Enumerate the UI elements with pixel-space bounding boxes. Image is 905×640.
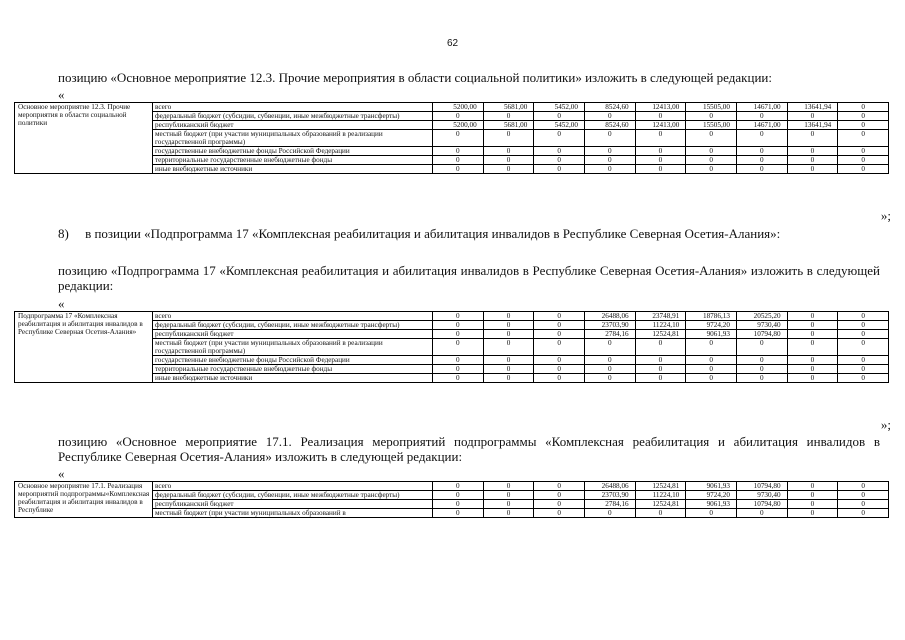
value-cell: 9724,20 xyxy=(686,321,737,330)
value-cell: 0 xyxy=(838,500,889,509)
value-cell: 9730,40 xyxy=(736,321,787,330)
value-cell: 9061,93 xyxy=(686,500,737,509)
value-cell: 15505,00 xyxy=(686,121,737,130)
funding-source-cell: федеральный бюджет (субсидии, субвенции, иные межбюджетные трансферты) xyxy=(153,491,433,500)
funding-source-cell: федеральный бюджет (субсидии, субвенции, иные межбюджетные трансферты) xyxy=(153,321,433,330)
value-cell: 0 xyxy=(433,356,484,365)
table-row xyxy=(15,312,889,321)
value-cell: 0 xyxy=(787,500,838,509)
value-cell: 0 xyxy=(433,147,484,156)
value-cell: 0 xyxy=(584,339,635,356)
value-cell: 0 xyxy=(635,147,686,156)
value-cell: 0 xyxy=(838,121,889,130)
value-cell: 0 xyxy=(534,339,585,356)
value-cell: 0 xyxy=(787,312,838,321)
value-cell: 0 xyxy=(584,365,635,374)
funding-source-cell: местный бюджет (при участии муниципальных образований в xyxy=(153,509,433,518)
value-cell: 0 xyxy=(838,330,889,339)
value-cell: 0 xyxy=(483,312,534,321)
value-cell: 0 xyxy=(584,147,635,156)
value-cell: 0 xyxy=(534,130,585,147)
value-cell: 0 xyxy=(635,112,686,121)
value-cell: 12524,81 xyxy=(635,500,686,509)
budget-table-17-1 xyxy=(14,481,889,518)
value-cell: 0 xyxy=(635,356,686,365)
funding-source-cell: всего xyxy=(153,312,433,321)
value-cell: 23703,90 xyxy=(584,321,635,330)
value-cell: 0 xyxy=(483,156,534,165)
value-cell: 0 xyxy=(534,374,585,383)
value-cell: 0 xyxy=(534,147,585,156)
value-cell: 0 xyxy=(433,321,484,330)
value-cell: 0 xyxy=(838,374,889,383)
value-cell: 0 xyxy=(736,130,787,147)
value-cell: 0 xyxy=(838,356,889,365)
value-cell: 0 xyxy=(787,112,838,121)
value-cell: 0 xyxy=(686,374,737,383)
value-cell: 0 xyxy=(534,330,585,339)
value-cell: 0 xyxy=(584,130,635,147)
measure-name-cell: Основное мероприятие 12.3. Прочие мероприятия в области социальной политики xyxy=(15,103,153,174)
value-cell: 0 xyxy=(787,509,838,518)
measure-name-cell: Основное мероприятие 17.1. Реализация мероприятий подпрограммы«Комплексная реабилитация и абилитация инвалидов в Республике xyxy=(15,482,153,518)
funding-source-cell: республиканский бюджет xyxy=(153,500,433,509)
value-cell: 0 xyxy=(534,500,585,509)
funding-source-cell: всего xyxy=(153,103,433,112)
value-cell: 9730,40 xyxy=(736,491,787,500)
value-cell: 0 xyxy=(483,509,534,518)
value-cell: 11224,10 xyxy=(635,491,686,500)
value-cell: 0 xyxy=(736,339,787,356)
value-cell: 20525,20 xyxy=(736,312,787,321)
value-cell: 13641,94 xyxy=(787,103,838,112)
value-cell: 0 xyxy=(635,156,686,165)
funding-source-cell: республиканский бюджет xyxy=(153,121,433,130)
value-cell: 0 xyxy=(736,156,787,165)
value-cell: 12524,81 xyxy=(635,330,686,339)
value-cell: 0 xyxy=(787,130,838,147)
value-cell: 0 xyxy=(686,356,737,365)
funding-source-cell: иные внебюджетные источники xyxy=(153,165,433,174)
value-cell: 0 xyxy=(433,312,484,321)
funding-source-cell: государственные внебюджетные фонды Российской Федерации xyxy=(153,356,433,365)
value-cell: 14671,00 xyxy=(736,103,787,112)
value-cell: 0 xyxy=(433,482,484,491)
value-cell: 0 xyxy=(736,374,787,383)
value-cell: 0 xyxy=(635,130,686,147)
measure-name-cell: Подпрограмма 17 «Комплексная реабилитация и абилитация инвалидов в Республике Северная Осетия-Алания» xyxy=(15,312,153,383)
value-cell: 0 xyxy=(686,339,737,356)
value-cell: 0 xyxy=(433,165,484,174)
value-cell: 0 xyxy=(433,500,484,509)
value-cell: 0 xyxy=(686,147,737,156)
value-cell: 0 xyxy=(483,321,534,330)
value-cell: 0 xyxy=(584,156,635,165)
value-cell: 0 xyxy=(483,339,534,356)
value-cell: 23748,91 xyxy=(635,312,686,321)
funding-source-cell: иные внебюджетные источники xyxy=(153,374,433,383)
value-cell: 5681,00 xyxy=(483,121,534,130)
value-cell: 0 xyxy=(736,112,787,121)
value-cell: 0 xyxy=(838,365,889,374)
value-cell: 0 xyxy=(534,156,585,165)
value-cell: 0 xyxy=(433,365,484,374)
value-cell: 0 xyxy=(534,165,585,174)
value-cell: 5200,00 xyxy=(433,121,484,130)
value-cell: 0 xyxy=(534,491,585,500)
value-cell: 0 xyxy=(534,356,585,365)
value-cell: 0 xyxy=(584,165,635,174)
value-cell: 0 xyxy=(483,112,534,121)
value-cell: 0 xyxy=(433,509,484,518)
funding-source-cell: федеральный бюджет (субсидии, субвенции, иные межбюджетные трансферты) xyxy=(153,112,433,121)
value-cell: 0 xyxy=(736,165,787,174)
paragraph-3: позицию «Подпрограмма 17 «Комплексная реабилитация и абилитация инвалидов в Республике Северная Осетия-Алания» изложить в следующей редакции: xyxy=(58,263,880,293)
value-cell: 9724,20 xyxy=(686,491,737,500)
value-cell: 0 xyxy=(787,491,838,500)
value-cell: 18786,13 xyxy=(686,312,737,321)
value-cell: 0 xyxy=(635,365,686,374)
funding-source-cell: всего xyxy=(153,482,433,491)
value-cell: 26488,06 xyxy=(584,312,635,321)
value-cell: 0 xyxy=(483,356,534,365)
value-cell: 0 xyxy=(787,147,838,156)
value-cell: 0 xyxy=(635,339,686,356)
value-cell: 0 xyxy=(433,491,484,500)
value-cell: 0 xyxy=(838,165,889,174)
value-cell: 0 xyxy=(736,509,787,518)
value-cell: 0 xyxy=(534,312,585,321)
open-quote-3: « xyxy=(58,466,65,481)
open-quote-1: « xyxy=(58,87,65,102)
value-cell: 10794,80 xyxy=(736,330,787,339)
value-cell: 14671,00 xyxy=(736,121,787,130)
paragraph-4: позицию «Основное мероприятие 17.1. Реализация мероприятий подпрограммы «Комплексная реабилитация и абилитация инвалидов в Республике Северная Осетия-Алания» изложить в следующей редакции: xyxy=(58,434,880,464)
value-cell: 8524,60 xyxy=(584,103,635,112)
value-cell: 0 xyxy=(787,365,838,374)
value-cell: 0 xyxy=(686,509,737,518)
value-cell: 0 xyxy=(838,509,889,518)
value-cell: 0 xyxy=(635,165,686,174)
value-cell: 0 xyxy=(736,365,787,374)
value-cell: 0 xyxy=(838,491,889,500)
value-cell: 0 xyxy=(483,482,534,491)
funding-source-cell: республиканский бюджет xyxy=(153,330,433,339)
value-cell: 9061,93 xyxy=(686,330,737,339)
budget-table-subprogram-17 xyxy=(14,311,889,383)
value-cell: 0 xyxy=(433,112,484,121)
value-cell: 23703,90 xyxy=(584,491,635,500)
value-cell: 0 xyxy=(838,482,889,491)
open-quote-2: « xyxy=(58,296,65,311)
value-cell: 0 xyxy=(483,365,534,374)
value-cell: 0 xyxy=(433,330,484,339)
value-cell: 0 xyxy=(838,103,889,112)
value-cell: 0 xyxy=(635,509,686,518)
value-cell: 12413,00 xyxy=(635,103,686,112)
value-cell: 0 xyxy=(787,165,838,174)
value-cell: 0 xyxy=(584,356,635,365)
value-cell: 0 xyxy=(534,365,585,374)
value-cell: 0 xyxy=(433,156,484,165)
value-cell: 0 xyxy=(534,509,585,518)
value-cell: 5452,00 xyxy=(534,121,585,130)
value-cell: 0 xyxy=(433,130,484,147)
value-cell: 0 xyxy=(584,374,635,383)
value-cell: 2784,16 xyxy=(584,330,635,339)
table-row xyxy=(15,103,889,112)
value-cell: 0 xyxy=(787,321,838,330)
page-number: 62 xyxy=(446,38,459,49)
value-cell: 0 xyxy=(838,339,889,356)
value-cell: 13641,94 xyxy=(787,121,838,130)
value-cell: 0 xyxy=(838,112,889,121)
value-cell: 0 xyxy=(838,321,889,330)
value-cell: 0 xyxy=(584,112,635,121)
value-cell: 0 xyxy=(787,374,838,383)
value-cell: 0 xyxy=(483,330,534,339)
value-cell: 0 xyxy=(584,509,635,518)
value-cell: 0 xyxy=(686,130,737,147)
value-cell: 0 xyxy=(635,374,686,383)
value-cell: 0 xyxy=(483,130,534,147)
value-cell: 0 xyxy=(483,500,534,509)
value-cell: 0 xyxy=(787,482,838,491)
value-cell: 0 xyxy=(534,321,585,330)
value-cell: 8524,60 xyxy=(584,121,635,130)
close-quote-1: »; xyxy=(880,208,891,223)
value-cell: 0 xyxy=(433,374,484,383)
value-cell: 2784,16 xyxy=(584,500,635,509)
value-cell: 26488,06 xyxy=(584,482,635,491)
value-cell: 0 xyxy=(838,147,889,156)
value-cell: 0 xyxy=(483,147,534,156)
funding-source-cell: территориальные государственные внебюджетные фонды xyxy=(153,365,433,374)
value-cell: 0 xyxy=(686,165,737,174)
value-cell: 0 xyxy=(483,374,534,383)
value-cell: 0 xyxy=(838,130,889,147)
funding-source-cell: местный бюджет (при участии муниципальных образований в реализации государственной программы) xyxy=(153,130,433,147)
table-row xyxy=(15,482,889,491)
value-cell: 0 xyxy=(736,356,787,365)
value-cell: 0 xyxy=(686,112,737,121)
value-cell: 0 xyxy=(534,482,585,491)
value-cell: 0 xyxy=(483,491,534,500)
value-cell: 12413,00 xyxy=(635,121,686,130)
value-cell: 0 xyxy=(787,339,838,356)
value-cell: 0 xyxy=(838,312,889,321)
value-cell: 0 xyxy=(838,156,889,165)
value-cell: 9061,93 xyxy=(686,482,737,491)
value-cell: 10794,80 xyxy=(736,482,787,491)
funding-source-cell: территориальные государственные внебюджетные фонды xyxy=(153,156,433,165)
value-cell: 0 xyxy=(787,356,838,365)
value-cell: 10794,80 xyxy=(736,500,787,509)
value-cell: 0 xyxy=(534,112,585,121)
paragraph-2: 8) в позиции «Подпрограмма 17 «Комплексная реабилитация и абилитация инвалидов в Республике Северная Осетия-Алания»: xyxy=(58,226,781,241)
value-cell: 11224,10 xyxy=(635,321,686,330)
close-quote-2: »; xyxy=(880,417,891,432)
value-cell: 15505,00 xyxy=(686,103,737,112)
value-cell: 5452,00 xyxy=(534,103,585,112)
value-cell: 0 xyxy=(787,330,838,339)
value-cell: 0 xyxy=(433,339,484,356)
value-cell: 12524,81 xyxy=(635,482,686,491)
funding-source-cell: местный бюджет (при участии муниципальных образований в реализации государственной программы) xyxy=(153,339,433,356)
value-cell: 0 xyxy=(736,147,787,156)
value-cell: 0 xyxy=(787,156,838,165)
funding-source-cell: государственные внебюджетные фонды Российской Федерации xyxy=(153,147,433,156)
value-cell: 0 xyxy=(686,365,737,374)
paragraph-1: позицию «Основное мероприятие 12.3. Прочие мероприятия в области социальной политики» изложить в следующей редакции: xyxy=(58,70,772,85)
value-cell: 0 xyxy=(686,156,737,165)
budget-table-12-3 xyxy=(14,102,889,174)
value-cell: 0 xyxy=(483,165,534,174)
value-cell: 5681,00 xyxy=(483,103,534,112)
value-cell: 5200,00 xyxy=(433,103,484,112)
